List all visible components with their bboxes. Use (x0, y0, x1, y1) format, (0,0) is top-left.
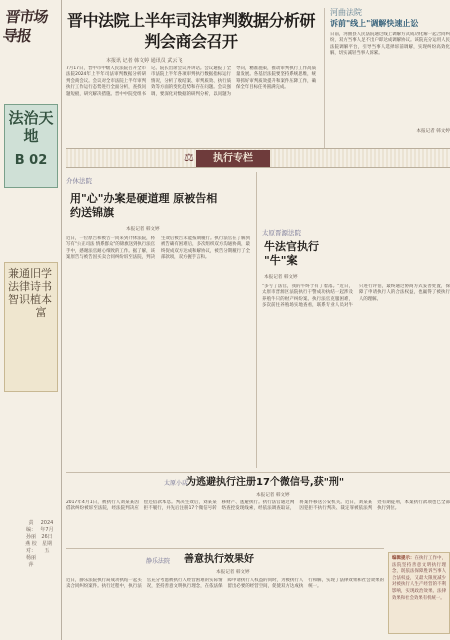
article-bottom-kicker: 太原小店 (164, 480, 189, 487)
article-left-title: 用"心"办案是硬道理 原被告相约送锦旗 (70, 192, 218, 219)
article-bottom-body: 2017年4月1日，被执行人刘某某因借款纠纷被诉至法院，经法院判决应偿还借款本息。判决生效后，刘某某拒不履行，并先后注册17个微信号转移财产、逃避执行。执行法官通过网络查控发现线索，经依法调查取证，将案件移送公安机关。近日，刘某某因犯拒不执行判决、裁定罪被依法判处有期徒刑，本案执行款项也已全部执行到位。 (66, 500, 450, 512)
column-tag: 执行专栏 (196, 150, 270, 167)
main-area (66, 0, 450, 640)
section-rule-2 (66, 548, 384, 549)
section-box (4, 104, 58, 188)
gavel-icon: ⚖ (184, 151, 194, 164)
section-title: 法治天地 (8, 109, 54, 145)
article-right-kicker: 太原晋源法院 (262, 229, 301, 237)
lead-byline: 本报讯 记者 韩文婷 通讯员 武云飞 (106, 58, 183, 64)
edition-date: 2024年7月26日 星期五 (40, 520, 54, 554)
editor-credit: 责编：孙丽燕 校对：杨丽萍 (25, 520, 37, 568)
article-bottom-title: 为逃避执行注册17个微信号,获"刑" (186, 477, 345, 488)
side-news (324, 8, 450, 148)
masthead (1, 8, 58, 64)
lead-body: 7月17日，晋中市中级人民法院召开全市法院2024年上半年司法审判数据分析研判会商会议。会议对全市法院上半年审判执行工作运行态势进行全面分析，查找问题短板，研究解决措施。晋中中院党组书记、院长出席会议并讲话。会议通报了全市法院上半年各项审判执行数据指标运行情况，分析了收结案、审判质效、执行质效等方面的变化趋势和存在问题。会议强调，要深化对数据的研判分析，以问题为导向，精准施策，推动审判执行工作高质量发展。各基层法院要坚持系统思维，统筹抓好审判质效提升和案件压降工作，确保全年目标任务圆满完成。 (66, 66, 316, 97)
article-left-byline: 本报记者 韩文婷 (126, 227, 160, 232)
editor-note-label: 编辑提示： (392, 556, 415, 561)
side-news-title: 诉前"线上"调解快速止讼 (330, 19, 419, 28)
column-rule (256, 172, 257, 468)
article-right-byline: 本报记者 韩文婷 (264, 275, 298, 280)
article-bottom-byline: 本报记者 韩文婷 (256, 493, 290, 498)
side-news-kicker: 河曲法院 (330, 8, 362, 17)
side-news-body: 日前，河曲县人民法院通过线上调解方式成功化解一起合同纠纷，双方当事人足不出户即达成调解协议。该院充分运用人民法院调解平台，引导当事人选择诉前调解，实现纠纷高效化解，切实减轻当事人诉累。 (330, 32, 450, 57)
article-right-body: "多亏了法官，我的牛终于有了着落。"近日，太原市晋源区法院执行干警成功执结一起涉及养殖牛只的财产纠纷案。执行法官克服困难，多次前往养殖场实地查看，联系专业人员对牛只进行评估，最终通过协商方式妥善处置，保障了申请执行人的合法权益，也赢得了被执行人的理解。 (262, 284, 450, 309)
lead-headline: 晋中法院上半年司法审判数据分析研判会商会召开 (66, 11, 315, 51)
article-bottom2-body: 近日，静乐法院执行局成功执结一起买卖合同纠纷案件。执行过程中，执行法官充分考虑被执行人经营困难的实际情况，坚持善意文明执行理念，在依法保障申请执行人权益的同时，为被执行人留出必要的经营空间，促使双方达成执行和解，实现了法律效果和社会效果的统一。 (66, 578, 384, 590)
side-news-byline: 本报记者 韩文婷 (416, 129, 450, 134)
article-bottom2-byline: 本报记者 韩文婷 (216, 570, 250, 575)
section-rule (66, 472, 450, 473)
section-code: B 02 (14, 153, 48, 168)
article-bottom2-title: 善意执行效果好 (184, 554, 254, 565)
article-right-title: 牛法官执行 "牛"案 (264, 240, 319, 267)
left-column (0, 0, 62, 640)
masthead-title: 晋市场导报 (1, 8, 49, 45)
slogan-line-1: 兼通法律智识 (8, 267, 30, 306)
slogan-line-2: 旧学诗书植本富 (30, 267, 52, 319)
article-bottom2-kicker: 静乐法院 (146, 558, 171, 565)
slogan-box (4, 262, 58, 392)
article-left-kicker: 介休法院 (66, 177, 92, 185)
editor-note-body: 在执行工作中，法院坚持善意文明执行理念，既依法保障胜诉当事人合法权益，又最大限度减少对被执行人生产经营的不利影响，实现政治效果、法律效果和社会效果有机统一。 (392, 556, 446, 601)
editor-note (388, 552, 450, 634)
article-left-body: 近日，一位原告和被告一同来到介休法院，将写有"公正司法 情系群众"的锦旗送到执行法官手中，感谢法官耐心细致的工作。据了解，该案原告与被告因买卖合同纠纷诉至法院，判决生效后被告未能按期履行。执行法官在了解到被告确有困难后，多次组织双方沟通协商，最终促成双方达成和解协议，被告分期履行了全部款项，双方握手言和。 (66, 236, 250, 261)
